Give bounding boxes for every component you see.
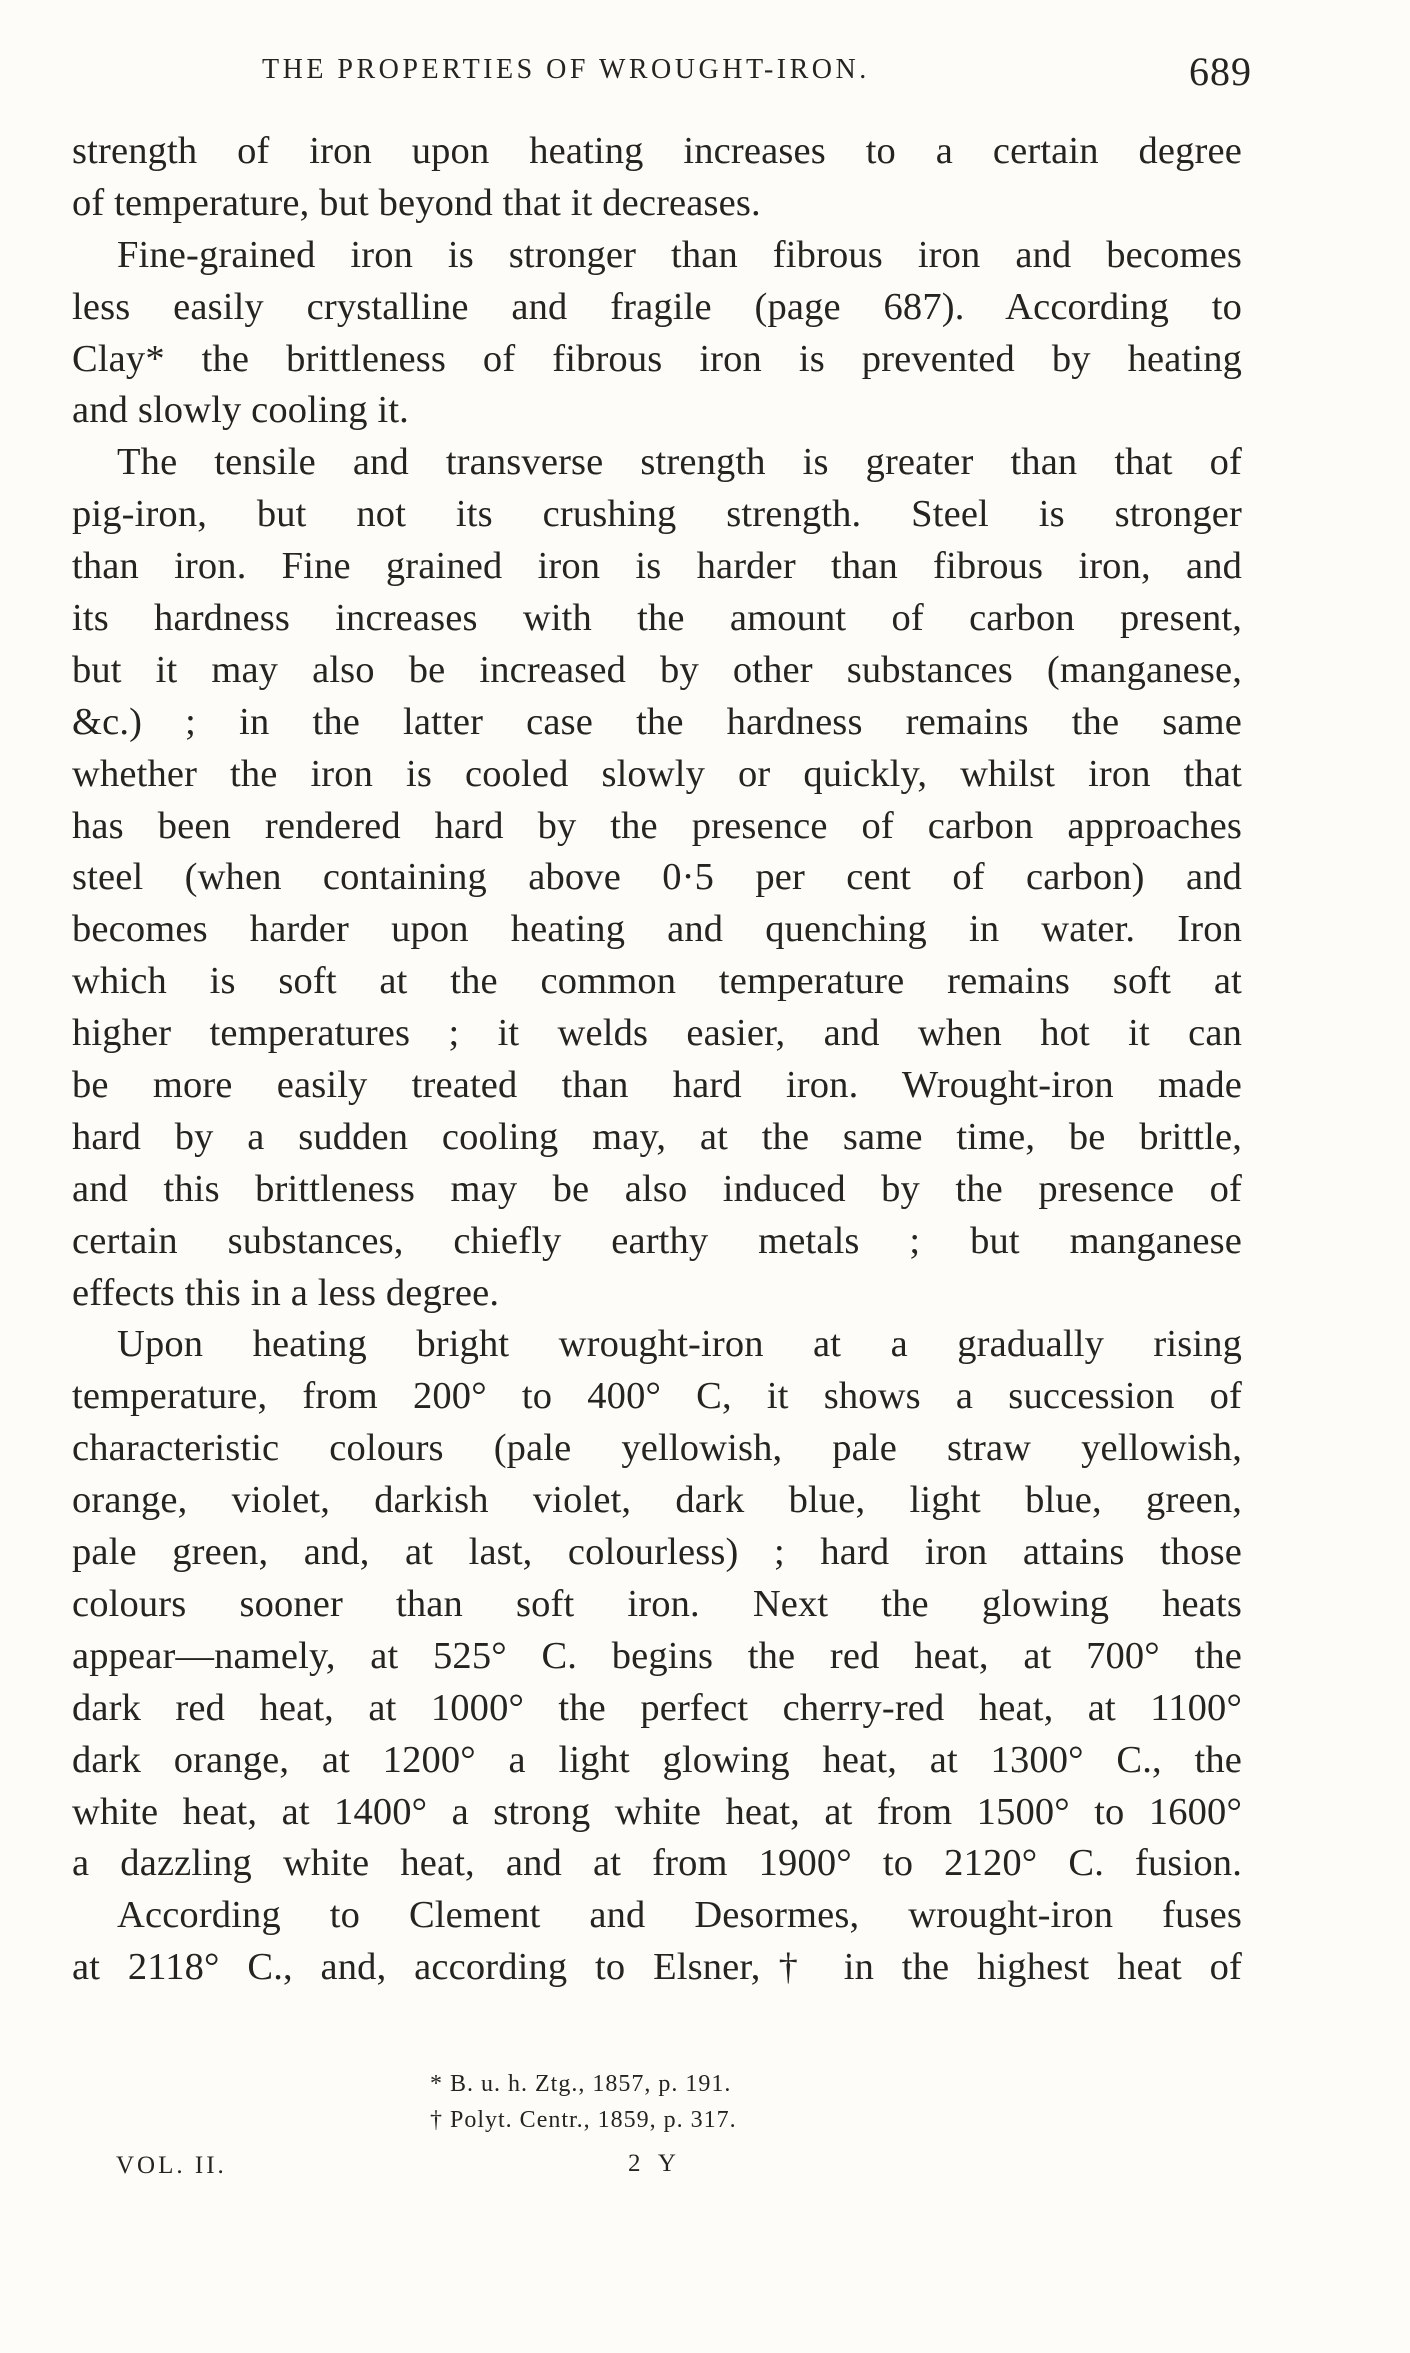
text-line: than iron. Fine grained iron is harder than fibrous iron, and bbox=[72, 545, 1242, 588]
text-line: dark red heat, at 1000° the perfect cherry-red heat, at 1100° bbox=[72, 1686, 1242, 1729]
text-line: at 2118° C., and, according to Elsner,† in the highest heat of bbox=[72, 1946, 1242, 1989]
text-line: and slowly cooling it. bbox=[72, 389, 409, 432]
text-line: According to Clement and Desormes, wrought-iron fuses bbox=[117, 1894, 1242, 1937]
text-line: its hardness increases with the amount of carbon present, bbox=[72, 597, 1242, 640]
text-line: orange, violet, darkish violet, dark blue, light blue, green, bbox=[72, 1479, 1242, 1522]
volume-label: VOL. II. bbox=[116, 2152, 227, 2179]
text-line: and this brittleness may be also induced by the presence of bbox=[72, 1167, 1242, 1210]
text-line: which is soft at the common temperature remains soft at bbox=[72, 960, 1242, 1003]
text-line: &c.) ; in the latter case the hardness remains the same bbox=[72, 700, 1242, 743]
text-line: appear—namely, at 525° C. begins the red heat, at 700° the bbox=[72, 1634, 1242, 1677]
text-line: pig-iron, but not its crushing strength. Steel is stronger bbox=[72, 493, 1242, 536]
text-line: certain substances, chiefly earthy metals ; but manganese bbox=[72, 1219, 1242, 1262]
footnote bbox=[430, 2102, 930, 2138]
footnote-text: Polyt. Centr., 1859, p. 317. bbox=[450, 2107, 737, 2133]
printer-signature: 2 Y bbox=[628, 2150, 682, 2177]
body-text bbox=[72, 126, 1242, 1994]
text-line: less easily crystalline and fragile (page 687). According to bbox=[72, 285, 1242, 328]
text-line: characteristic colours (pale yellowish, pale straw yellowish, bbox=[72, 1427, 1242, 1470]
text-line: hard by a sudden cooling may, at the same time, be brittle, bbox=[72, 1115, 1242, 1158]
text-line: strength of iron upon heating increases to a certain degree bbox=[72, 130, 1242, 172]
text-line: has been rendered hard by the presence of carbon approaches bbox=[72, 804, 1242, 847]
page-number: 689 bbox=[1189, 49, 1252, 94]
text-line: Fine-grained iron is stronger than fibrous iron and becomes bbox=[117, 233, 1242, 276]
footnote-text: B. u. h. Ztg., 1857, p. 191. bbox=[450, 2071, 732, 2097]
text-line: temperature, from 200° to 400° C, it shows a succession of bbox=[72, 1375, 1242, 1418]
text-line: a dazzling white heat, and at from 1900° to 2120° C. fusion. bbox=[72, 1842, 1242, 1885]
text-line: white heat, at 1400° a strong white heat, at from 1500° to 1600° bbox=[72, 1790, 1242, 1833]
text-line: colours sooner than soft iron. Next the glowing heats bbox=[72, 1582, 1242, 1625]
text-line: Clay* the brittleness of fibrous iron is prevented by heating bbox=[72, 337, 1242, 380]
footnotes bbox=[430, 2066, 930, 2138]
footnote-mark: * bbox=[430, 2071, 443, 2097]
footnote bbox=[430, 2066, 930, 2102]
text-line: steel (when containing above 0·5 per cent of carbon) and bbox=[72, 856, 1242, 899]
text-line: be more easily treated than hard iron. Wrought-iron made bbox=[72, 1064, 1242, 1107]
text-line: Upon heating bright wrought-iron at a gradually rising bbox=[117, 1323, 1242, 1366]
text-line: pale green, and, at last, colourless) ; hard iron attains those bbox=[72, 1531, 1242, 1574]
text-line: The tensile and transverse strength is greater than that of bbox=[117, 441, 1242, 484]
text-line: but it may also be increased by other substances (manganese, bbox=[72, 648, 1242, 691]
text-line: becomes harder upon heating and quenching in water. Iron bbox=[72, 908, 1242, 951]
footnote-mark: † bbox=[430, 2107, 443, 2133]
running-head bbox=[72, 48, 1252, 98]
text-line: whether the iron is cooled slowly or quickly, whilst iron that bbox=[72, 752, 1242, 795]
text-line: of temperature, but beyond that it decreases. bbox=[72, 181, 761, 224]
text-line: effects this in a less degree. bbox=[72, 1271, 500, 1314]
text-line: dark orange, at 1200° a light glowing heat, at 1300° C., the bbox=[72, 1738, 1242, 1781]
running-head-title: THE PROPERTIES OF WROUGHT-IRON. bbox=[262, 54, 870, 85]
text-line: higher temperatures ; it welds easier, and when hot it can bbox=[72, 1012, 1242, 1055]
